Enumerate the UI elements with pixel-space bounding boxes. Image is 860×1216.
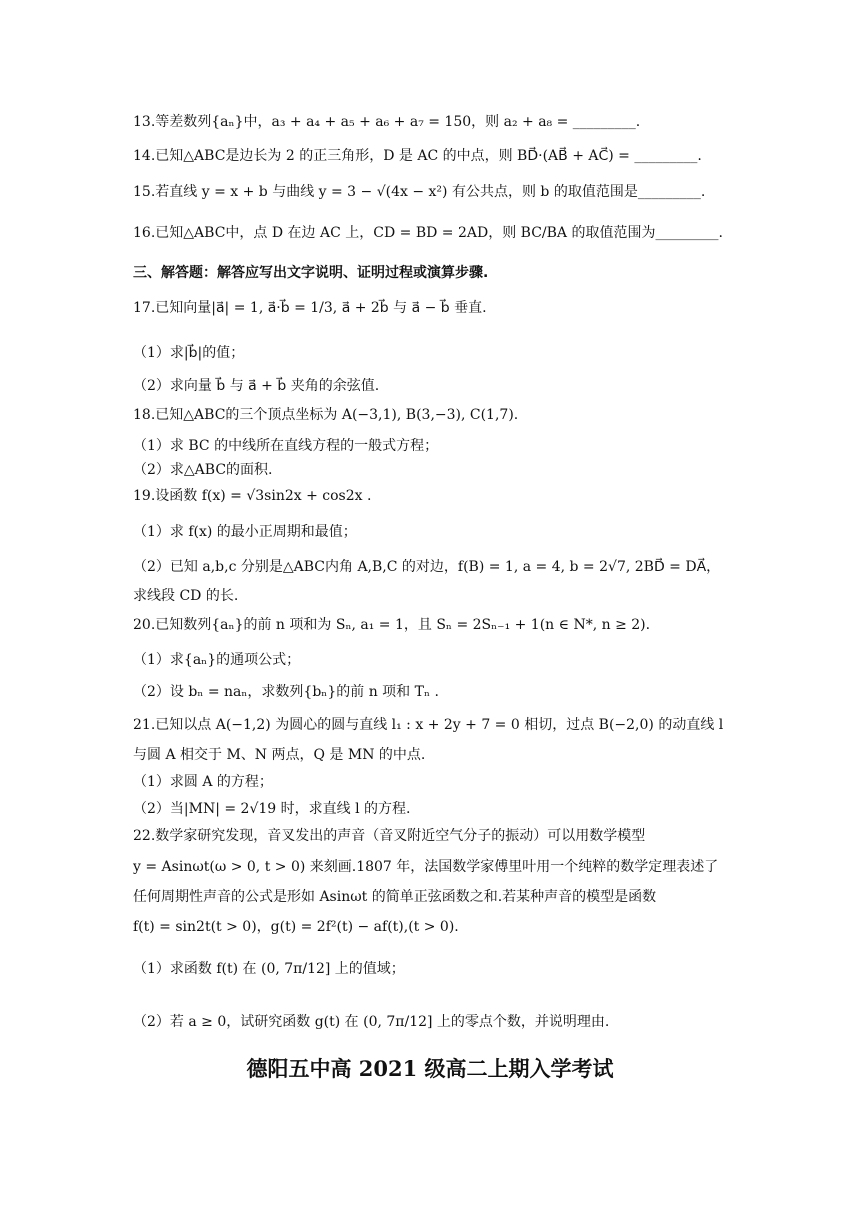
section-heading: 三、解答题：解答应写出文字说明、证明过程或演算步骤. xyxy=(133,265,489,281)
problem-13: 13.等差数列{aₙ}中，a₃ + a₄ + a₅ + a₆ + a₇ = 150，则 a₂ + a₈ = _________. xyxy=(133,114,641,130)
problem-22-part-2: （2）若 a ≥ 0，试研究函数 g(t) 在 (0, 7π/12] 上的零点个数，并说明理由. xyxy=(133,1014,610,1030)
problem-22-cont-1: y = Asinωt(ω > 0, t > 0) 来刻画.1807 年，法国数学家傅里叶用一个纯粹的数学定理表述了 xyxy=(133,859,719,875)
exam-title: 德阳五中高 2021 级高二上期入学考试 xyxy=(246,1056,614,1081)
problem-14: 14.已知△ABC是边长为 2 的正三角形，D 是 AC 的中点，则 BD⃗·(AB⃗ + AC⃗) = _________. xyxy=(133,148,702,164)
problem-18-part-2: （2）求△ABC的面积. xyxy=(133,462,273,478)
problem-19-part-1: （1）求 f(x) 的最小正周期和最值； xyxy=(133,524,357,540)
problem-22-cont-2: 任何周期性声音的公式是形如 Asinωt 的简单正弦函数之和.若某种声音的模型是函数 xyxy=(133,889,657,905)
problem-22-cont-3: f(t) = sin2t(t > 0)，g(t) = 2f²(t) − af(t),(t > 0). xyxy=(133,919,459,935)
problem-21-part-2: （2）当|MN| = 2√19 时，求直线 l 的方程. xyxy=(133,801,411,817)
problem-17-part-1: （1）求|b⃗|的值； xyxy=(133,345,245,361)
problem-22-part-1: （1）求函数 f(t) 在 (0, 7π/12] 上的值域； xyxy=(133,961,405,977)
problem-21-cont: 与圆 A 相交于 M、N 两点，Q 是 MN 的中点. xyxy=(133,747,426,763)
problem-20-part-2: （2）设 bₙ = naₙ，求数列{bₙ}的前 n 项和 Tₙ . xyxy=(133,684,439,700)
problem-21: 21.已知以点 A(−1,2) 为圆心的圆与直线 l₁ : x + 2y + 7 = 0 相切，过点 B(−2,0) 的动直线 l xyxy=(133,717,724,733)
problem-19-part-2: （2）已知 a,b,c 分别是△ABC内角 A,B,C 的对边，f(B) = 1, a = 4, b = 2√7, 2BD⃗ = DA⃗， xyxy=(133,559,721,575)
problem-16: 16.已知△ABC中，点 D 在边 AC 上，CD = BD = 2AD，则 BC/BA 的取值范围为_________. xyxy=(133,225,723,241)
problem-20: 20.已知数列{aₙ}的前 n 项和为 Sₙ, a₁ = 1，且 Sₙ = 2Sₙ₋₁ + 1(n ∈ N*, n ≥ 2). xyxy=(133,617,651,633)
problem-18-part-1: （1）求 BC 的中线所在直线方程的一般式方程； xyxy=(133,438,439,454)
problem-19-part-2-cont: 求线段 CD 的长. xyxy=(133,588,239,604)
problem-17: 17.已知向量|a⃗| = 1, a⃗·b⃗ = 1/3, a⃗ + 2b⃗ 与 a⃗ − b⃗ 垂直. xyxy=(133,300,487,316)
problem-22: 22.数学家研究发现，音叉发出的声音（音叉附近空气分子的振动）可以用数学模型 xyxy=(133,828,646,844)
problem-20-part-1: （1）求{aₙ}的通项公式； xyxy=(133,652,301,668)
problem-21-part-1: （1）求圆 A 的方程； xyxy=(133,774,273,790)
problem-15: 15.若直线 y = x + b 与曲线 y = 3 − √(4x − x²) 有公共点，则 b 的取值范围是_________. xyxy=(133,184,706,200)
problem-18: 18.已知△ABC的三个顶点坐标为 A(−3,1), B(3,−3), C(1,7). xyxy=(133,407,519,423)
problem-19: 19.设函数 f(x) = √3sin2x + cos2x . xyxy=(133,488,372,504)
problem-17-part-2: （2）求向量 b⃗ 与 a⃗ + b⃗ 夹角的余弦值. xyxy=(133,378,380,394)
